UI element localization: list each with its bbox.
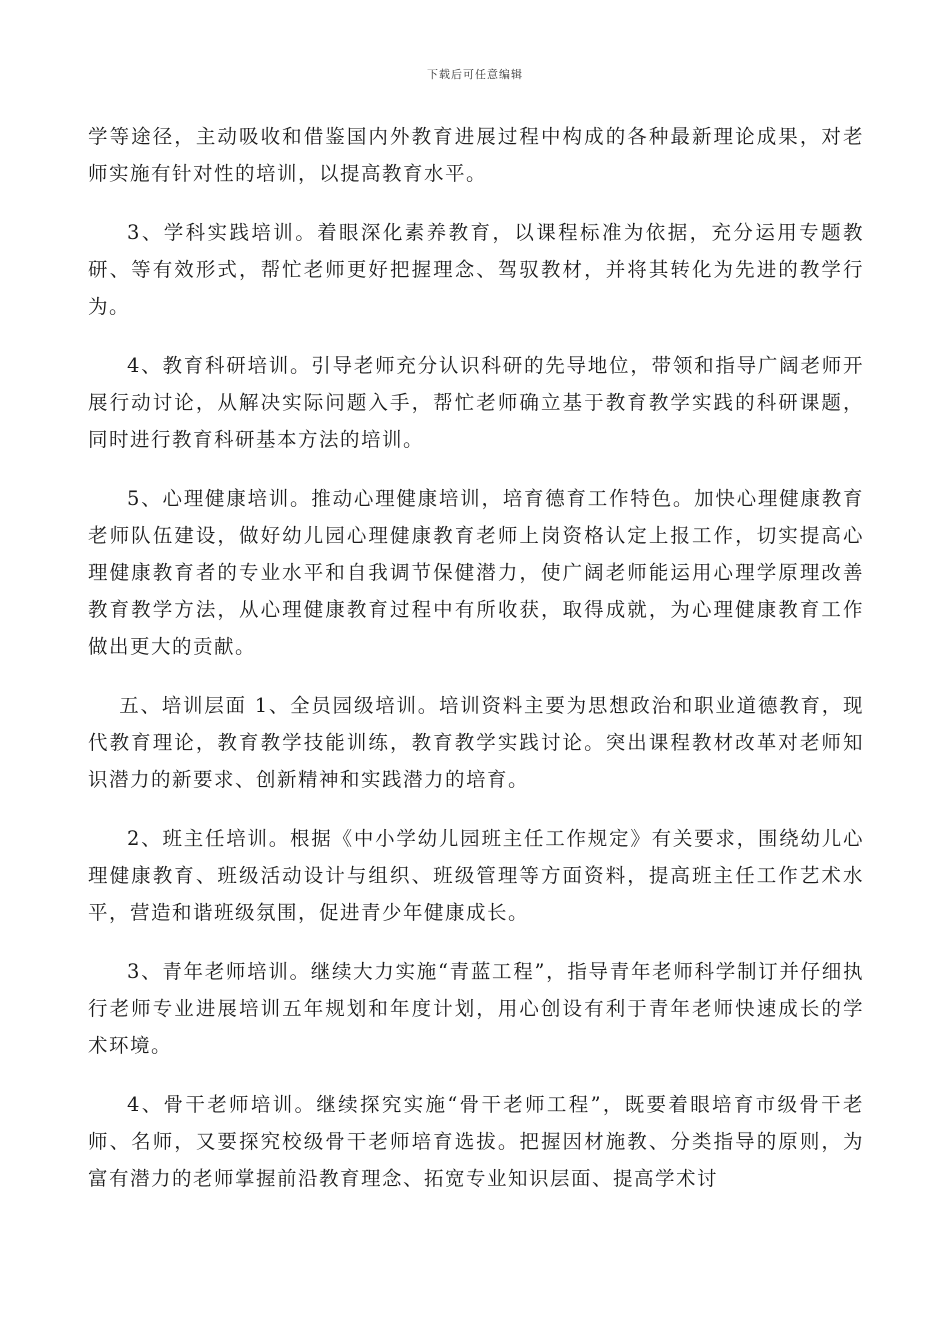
paragraph-backbone-teacher-training: 4、骨干老师培训。继续探究实施“骨干老师工程”，既要着眼培育市级骨干老师、名师，又要探究校级骨干老师培育选拔。把握因材施教、分类指导的原则，为富有潜力的老师掌握前沿教育理念、拓宽专业知识层面、提高学术讨 xyxy=(88,1093,864,1190)
page-header: 下载后可任意编辑 xyxy=(427,68,523,81)
paragraph-young-teacher-training: 3、青年老师培训。继续大力实施“青蓝工程”，指导青年老师科学制订并仔细执行老师专业进展培训五年规划和年度计划，用心创设有利于青年老师快速成长的学术环境。 xyxy=(88,960,864,1057)
paragraph-research-training: 4、教育科研培训。引导老师充分认识科研的先导地位，带领和指导广阔老师开展行动讨论，从解决实际问题入手，帮忙老师确立基于教育教学实践的科研课题，同时进行教育科研基本方法的培训。 xyxy=(88,354,864,451)
paragraph-mental-health-training: 5、心理健康培训。推动心理健康培训，培育德育工作特色。加快心理健康教育老师队伍建设，做好幼儿园心理健康教育老师上岗资格认定上报工作，切实提高心理健康教育者的专业水平和自我调节保健潜力，使广阔老师能运用心理学原理改善教育教学方法，从心理健康教育过程中有所收获，取得成就，为心理健康教育工作做出更大的贡献。 xyxy=(88,487,864,658)
paragraph-subject-practice-training: 3、学科实践培训。着眼深化素养教育，以课程标准为依据，充分运用专题教研、等有效形式，帮忙老师更好把握理念、驾驭教材，并将其转化为先进的教学行为。 xyxy=(88,221,864,318)
document-body xyxy=(88,118,864,1219)
paragraph-continuation: 学等途径，主动吸收和借鉴国内外教育进展过程中构成的各种最新理论成果，对老师实施有针对性的培训，以提高教育水平。 xyxy=(88,125,864,185)
paragraph-head-teacher-training: 2、班主任培训。根据《中小学幼儿园班主任工作规定》有关要求，围绕幼儿心理健康教育、班级活动设计与组织、班级管理等方面资料，提高班主任工作艺术水平，营造和谐班级氛围，促进青少年健康成长。 xyxy=(88,827,864,924)
paragraph-training-levels: 五、培训层面 1、全员园级培训。培训资料主要为思想政治和职业道德教育，现代教育理论，教育教学技能训练，教育教学实践讨论。突出课程教材改革对老师知识潜力的新要求、创新精神和实践潜力的培育。 xyxy=(88,694,864,791)
